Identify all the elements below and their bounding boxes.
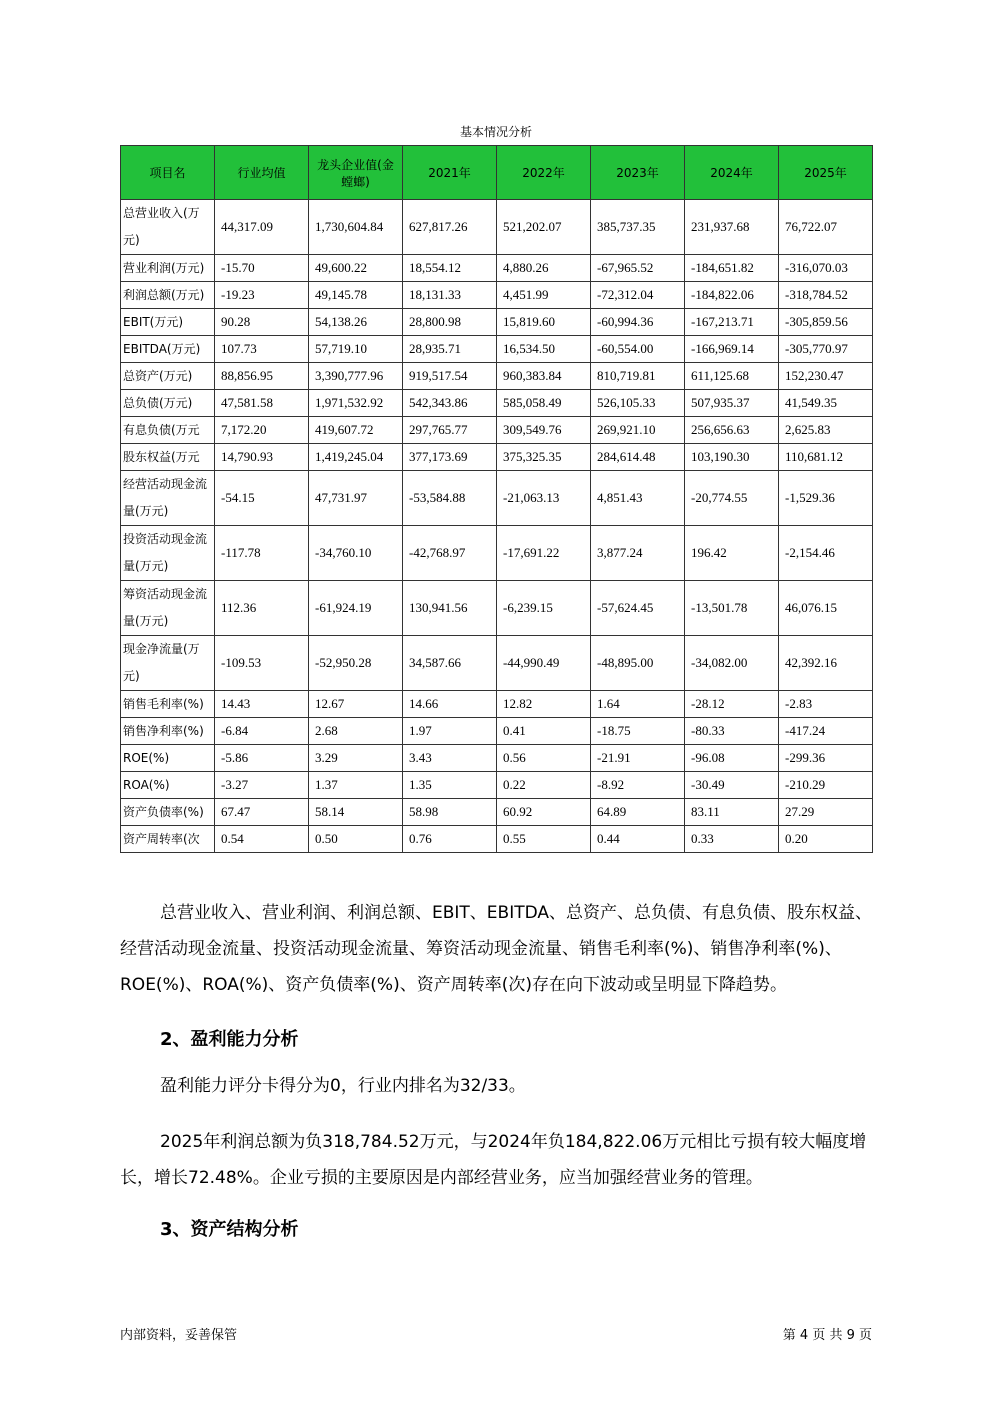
column-header: 龙头企业值(金螳螂) bbox=[309, 146, 403, 200]
table-cell: -184,822.06 bbox=[685, 282, 779, 309]
table-cell: 67.47 bbox=[215, 799, 309, 826]
table-row bbox=[121, 745, 873, 772]
table-cell: 49,145.78 bbox=[309, 282, 403, 309]
row-label: EBIT(万元) bbox=[121, 309, 215, 336]
column-header: 2023年 bbox=[591, 146, 685, 200]
table-row bbox=[121, 691, 873, 718]
table-cell: -52,950.28 bbox=[309, 636, 403, 691]
row-label: 销售毛利率(%) bbox=[121, 691, 215, 718]
table-cell: 627,817.26 bbox=[403, 200, 497, 255]
row-label: 总资产(万元) bbox=[121, 363, 215, 390]
table-cell: 47,731.97 bbox=[309, 471, 403, 526]
table-cell: -72,312.04 bbox=[591, 282, 685, 309]
table-cell: -316,070.03 bbox=[779, 255, 873, 282]
table-cell: 2,625.83 bbox=[779, 417, 873, 444]
table-cell: 297,765.77 bbox=[403, 417, 497, 444]
table-cell: -1,529.36 bbox=[779, 471, 873, 526]
table-cell: -57,624.45 bbox=[591, 581, 685, 636]
table-cell: 385,737.35 bbox=[591, 200, 685, 255]
table-cell: -42,768.97 bbox=[403, 526, 497, 581]
table-cell: -2,154.46 bbox=[779, 526, 873, 581]
table-cell: 542,343.86 bbox=[403, 390, 497, 417]
table-cell: 28,935.71 bbox=[403, 336, 497, 363]
table-cell: 419,607.72 bbox=[309, 417, 403, 444]
table-cell: 88,856.95 bbox=[215, 363, 309, 390]
table-row bbox=[121, 526, 873, 581]
table-cell: 269,921.10 bbox=[591, 417, 685, 444]
table-cell: 15,819.60 bbox=[497, 309, 591, 336]
table-cell: 4,880.26 bbox=[497, 255, 591, 282]
table-cell: 14,790.93 bbox=[215, 444, 309, 471]
table-cell: 3,390,777.96 bbox=[309, 363, 403, 390]
table-row bbox=[121, 772, 873, 799]
table-cell: -44,990.49 bbox=[497, 636, 591, 691]
table-cell: 611,125.68 bbox=[685, 363, 779, 390]
table-row bbox=[121, 309, 873, 336]
table-cell: 1.97 bbox=[403, 718, 497, 745]
column-header: 2021年 bbox=[403, 146, 497, 200]
table-cell: -61,924.19 bbox=[309, 581, 403, 636]
table-row bbox=[121, 282, 873, 309]
column-header: 2024年 bbox=[685, 146, 779, 200]
table-cell: -117.78 bbox=[215, 526, 309, 581]
table-cell: -19.23 bbox=[215, 282, 309, 309]
table-cell: 47,581.58 bbox=[215, 390, 309, 417]
table-cell: -5.86 bbox=[215, 745, 309, 772]
row-label: 现金净流量(万元) bbox=[121, 636, 215, 691]
summary-paragraph: 总营业收入、营业利润、利润总额、EBIT、EBITDA、总资产、总负债、有息负债、股东权益、经营活动现金流量、投资活动现金流量、筹资活动现金流量、销售毛利率(%)、销售净利率(%)、ROE(%)、ROA(%)、资产负债率(%)、资产周转率(次)存在向下波动或呈明显下降趋势。 bbox=[120, 903, 873, 995]
table-cell: -21,063.13 bbox=[497, 471, 591, 526]
table-cell: 103,190.30 bbox=[685, 444, 779, 471]
table-cell: -6,239.15 bbox=[497, 581, 591, 636]
row-label: 经营活动现金流量(万元) bbox=[121, 471, 215, 526]
table-cell: 4,851.43 bbox=[591, 471, 685, 526]
table-cell: 76,722.07 bbox=[779, 200, 873, 255]
table-cell: -13,501.78 bbox=[685, 581, 779, 636]
table-cell: 3,877.24 bbox=[591, 526, 685, 581]
table-cell: 2.68 bbox=[309, 718, 403, 745]
table-cell: 3.29 bbox=[309, 745, 403, 772]
column-header: 项目名 bbox=[121, 146, 215, 200]
table-cell: 107.73 bbox=[215, 336, 309, 363]
row-label: 筹资活动现金流量(万元) bbox=[121, 581, 215, 636]
table-cell: 16,534.50 bbox=[497, 336, 591, 363]
profit-analysis-paragraph: 2025年利润总额为负318,784.52万元，与2024年负184,822.06万元相比亏损有较大幅度增长，增长72.48%。企业亏损的主要原因是内部经营业务，应当加强经营业务的管理。 bbox=[120, 1132, 867, 1188]
table-row bbox=[121, 581, 873, 636]
table-cell: 58.14 bbox=[309, 799, 403, 826]
row-label: 销售净利率(%) bbox=[121, 718, 215, 745]
table-row bbox=[121, 471, 873, 526]
table-cell: -20,774.55 bbox=[685, 471, 779, 526]
table-cell: 18,554.12 bbox=[403, 255, 497, 282]
table-row bbox=[121, 336, 873, 363]
table-cell: 810,719.81 bbox=[591, 363, 685, 390]
row-label: 投资活动现金流量(万元) bbox=[121, 526, 215, 581]
row-label: 营业利润(万元) bbox=[121, 255, 215, 282]
table-cell: -48,895.00 bbox=[591, 636, 685, 691]
table-cell: 0.55 bbox=[497, 826, 591, 853]
table-row bbox=[121, 718, 873, 745]
table-cell: -3.27 bbox=[215, 772, 309, 799]
table-cell: 3.43 bbox=[403, 745, 497, 772]
table-cell: -34,760.10 bbox=[309, 526, 403, 581]
table-cell: 7,172.20 bbox=[215, 417, 309, 444]
table-cell: -318,784.52 bbox=[779, 282, 873, 309]
table-cell: -305,859.56 bbox=[779, 309, 873, 336]
table-cell: 12.67 bbox=[309, 691, 403, 718]
row-label: ROA(%) bbox=[121, 772, 215, 799]
table-cell: 1.64 bbox=[591, 691, 685, 718]
footer-confidential-note: 内部资料，妥善保管 bbox=[120, 1328, 238, 1343]
table-row bbox=[121, 636, 873, 691]
table-cell: 42,392.16 bbox=[779, 636, 873, 691]
table-cell: 0.56 bbox=[497, 745, 591, 772]
table-row bbox=[121, 363, 873, 390]
table-cell: 375,325.35 bbox=[497, 444, 591, 471]
table-cell: 1,971,532.92 bbox=[309, 390, 403, 417]
section-heading-profitability: 2、盈利能力分析 bbox=[160, 1029, 299, 1050]
table-cell: -96.08 bbox=[685, 745, 779, 772]
column-header: 2022年 bbox=[497, 146, 591, 200]
table-cell: 0.33 bbox=[685, 826, 779, 853]
table-cell: 49,600.22 bbox=[309, 255, 403, 282]
table-cell: 110,681.12 bbox=[779, 444, 873, 471]
column-header: 行业均值 bbox=[215, 146, 309, 200]
table-row bbox=[121, 390, 873, 417]
table-cell: -299.36 bbox=[779, 745, 873, 772]
table-cell: 44,317.09 bbox=[215, 200, 309, 255]
table-cell: -109.53 bbox=[215, 636, 309, 691]
table-cell: -167,213.71 bbox=[685, 309, 779, 336]
table-header-row bbox=[121, 146, 873, 200]
table-cell: -53,584.88 bbox=[403, 471, 497, 526]
table-cell: 90.28 bbox=[215, 309, 309, 336]
table-cell: -21.91 bbox=[591, 745, 685, 772]
table-cell: -6.84 bbox=[215, 718, 309, 745]
table-cell: 4,451.99 bbox=[497, 282, 591, 309]
table-cell: 1,730,604.84 bbox=[309, 200, 403, 255]
table-cell: -60,554.00 bbox=[591, 336, 685, 363]
table-cell: 58.98 bbox=[403, 799, 497, 826]
table-cell: 57,719.10 bbox=[309, 336, 403, 363]
table-cell: 27.29 bbox=[779, 799, 873, 826]
table-cell: 1.37 bbox=[309, 772, 403, 799]
table-cell: 83.11 bbox=[685, 799, 779, 826]
table-cell: 28,800.98 bbox=[403, 309, 497, 336]
table-cell: 112.36 bbox=[215, 581, 309, 636]
basic-analysis-table bbox=[120, 145, 873, 853]
table-cell: 0.20 bbox=[779, 826, 873, 853]
table-row bbox=[121, 799, 873, 826]
row-label: 资产负债率(%) bbox=[121, 799, 215, 826]
row-label: 利润总额(万元) bbox=[121, 282, 215, 309]
table-cell: -166,969.14 bbox=[685, 336, 779, 363]
table-cell: 0.22 bbox=[497, 772, 591, 799]
profitability-score-paragraph: 盈利能力评分卡得分为0，行业内排名为32/33。 bbox=[160, 1076, 526, 1096]
table-cell: 1.35 bbox=[403, 772, 497, 799]
table-cell: 256,656.63 bbox=[685, 417, 779, 444]
table-row bbox=[121, 255, 873, 282]
table-cell: -15.70 bbox=[215, 255, 309, 282]
table-cell: 377,173.69 bbox=[403, 444, 497, 471]
table-cell: 231,937.68 bbox=[685, 200, 779, 255]
table-cell: 130,941.56 bbox=[403, 581, 497, 636]
table-cell: 152,230.47 bbox=[779, 363, 873, 390]
table-cell: 18,131.33 bbox=[403, 282, 497, 309]
row-label: 资产周转率(次 bbox=[121, 826, 215, 853]
table-row bbox=[121, 417, 873, 444]
table-row bbox=[121, 200, 873, 255]
table-cell: 521,202.07 bbox=[497, 200, 591, 255]
table-cell: 46,076.15 bbox=[779, 581, 873, 636]
table-cell: -305,770.97 bbox=[779, 336, 873, 363]
table-cell: -30.49 bbox=[685, 772, 779, 799]
table-row bbox=[121, 444, 873, 471]
row-label: EBITDA(万元) bbox=[121, 336, 215, 363]
table-cell: -18.75 bbox=[591, 718, 685, 745]
table-cell: 1,419,245.04 bbox=[309, 444, 403, 471]
footer-page-number: 第 4 页 共 9 页 bbox=[782, 1328, 872, 1343]
row-label: 总营业收入(万元) bbox=[121, 200, 215, 255]
table-cell: 507,935.37 bbox=[685, 390, 779, 417]
table-cell: -184,651.82 bbox=[685, 255, 779, 282]
table-cell: 0.44 bbox=[591, 826, 685, 853]
table-cell: 284,614.48 bbox=[591, 444, 685, 471]
table-cell: 54,138.26 bbox=[309, 309, 403, 336]
row-label: ROE(%) bbox=[121, 745, 215, 772]
table-cell: 12.82 bbox=[497, 691, 591, 718]
table-cell: -17,691.22 bbox=[497, 526, 591, 581]
table-cell: 60.92 bbox=[497, 799, 591, 826]
table-cell: -210.29 bbox=[779, 772, 873, 799]
table-cell: -417.24 bbox=[779, 718, 873, 745]
table-cell: 14.43 bbox=[215, 691, 309, 718]
table-cell: -60,994.36 bbox=[591, 309, 685, 336]
row-label: 股东权益(万元 bbox=[121, 444, 215, 471]
table-cell: 960,383.84 bbox=[497, 363, 591, 390]
table-cell: 0.50 bbox=[309, 826, 403, 853]
row-label: 总负债(万元) bbox=[121, 390, 215, 417]
row-label: 有息负债(万元 bbox=[121, 417, 215, 444]
table-cell: -67,965.52 bbox=[591, 255, 685, 282]
section-heading-asset-structure: 3、资产结构分析 bbox=[160, 1219, 299, 1240]
table-cell: 0.54 bbox=[215, 826, 309, 853]
table-cell: 585,058.49 bbox=[497, 390, 591, 417]
table-cell: 919,517.54 bbox=[403, 363, 497, 390]
table-cell: 309,549.76 bbox=[497, 417, 591, 444]
table-cell: 196.42 bbox=[685, 526, 779, 581]
table-cell: 64.89 bbox=[591, 799, 685, 826]
column-header: 2025年 bbox=[779, 146, 873, 200]
table-cell: 0.41 bbox=[497, 718, 591, 745]
table-cell: -2.83 bbox=[779, 691, 873, 718]
table-cell: -28.12 bbox=[685, 691, 779, 718]
table-cell: 34,587.66 bbox=[403, 636, 497, 691]
table-cell: 14.66 bbox=[403, 691, 497, 718]
table-cell: 0.76 bbox=[403, 826, 497, 853]
table-cell: -8.92 bbox=[591, 772, 685, 799]
table-cell: 41,549.35 bbox=[779, 390, 873, 417]
table-cell: -80.33 bbox=[685, 718, 779, 745]
table-row bbox=[121, 826, 873, 853]
table-cell: -54.15 bbox=[215, 471, 309, 526]
table-caption: 基本情况分析 bbox=[459, 125, 532, 139]
table-cell: 526,105.33 bbox=[591, 390, 685, 417]
table-cell: -34,082.00 bbox=[685, 636, 779, 691]
